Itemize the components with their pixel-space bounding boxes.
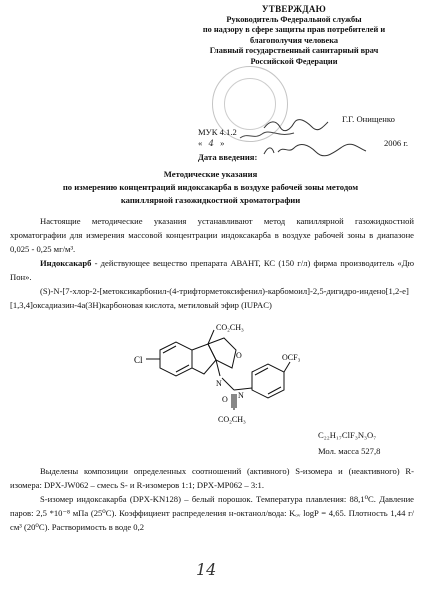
substance-name: Индоксакарб [40,258,92,268]
approval-title: УТВЕРЖДАЮ [261,4,327,14]
approval-line: Руководитель Федеральной службы [226,14,362,24]
structure-label-ocf3: OCF₃ [282,353,301,362]
approval-block [170,4,418,68]
structure-label-o-ring: O [236,351,242,360]
structure-label-n-ring: N [216,379,222,388]
introduction-date-label: Дата введения: [198,152,258,162]
paragraph-properties: S-изомер индоксакарба (DPX-KN128) – белый порошок. Температура плавления: 88,1⁰С. Давление паров: 2,5 *10⁻⁸ мПа (25⁰С). Коэффициент распределения н-октанол/вода: Kₒᵥ logP = 4,65. Плотность 1,44 г/см³ (20⁰С). Растворимость в воде 0,2 [10,494,414,532]
title-line: Методические указания [163,169,258,179]
structure-label-ester-top: CO₂CH₃ [216,323,244,332]
structure-label-cl: Cl [134,355,143,365]
paragraph-substance [10,256,414,284]
approval-line: Российской Федерации [250,56,338,66]
paragraph-isomers: Выделены композиции определенных соотношений (активного) S-изомера и (неактивного) R-изомера: DPX-JW062 – смесь S- и R-изомеров 1:1; DPX-MP062 – 3:1. [10,466,414,490]
handwritten-date [262,142,370,158]
page-number: 14 [196,560,217,579]
structure-label-o-carbonyl: O [222,395,228,404]
approval-line: Главный государственный санитарный врач [209,46,379,56]
substance-description: - действующее вещество препарата АВАНТ, КС (150 г/л) фирма производитель «Дю Пон». [10,258,414,282]
paragraph-iupac: (S)-N-[7-хлор-2-[метоксикарбонил-(4-трифторметоксифенил)-карбомоил]-2,5-дигидро-индено[1,2-е][1,3,4]оксадиазин-4а(3Н)карбоновая кислота, метиловый эфир (IUPAC) [10,286,409,310]
paragraph-scope: Настоящие методические указания устанавливают метод капиллярной газожидкостной хроматографии для измерения массовой концентрации индоксакарба в воздухе рабочей зоны в диапазоне 0,025 - 0,25 мг/м³. [10,216,414,254]
signatory-name: Г.Г. Онищенко [342,114,395,124]
body-section-1 [10,214,414,312]
date-day: 4 [208,139,214,149]
structure-label-n-amide: N [238,391,244,400]
body-section-2 [10,464,414,534]
document-code: МУК 4.1.2 [198,127,237,137]
approval-line: благополучия человека [249,35,339,45]
molecular-mass: Мол. масса 527,8 [318,446,381,456]
title-line: капиллярной газожидкостной хроматографии [120,195,301,205]
chemical-structure [132,318,312,438]
date-year: 2006 г. [384,138,409,148]
structure-label-ester-bottom: CO₂CH₃ [218,415,246,424]
document-title [10,168,411,207]
molecular-formula: C₂₂H₁₇ClF₃N₃O₇ [318,430,377,440]
title-line: по измерению концентраций индоксакарба в воздухе рабочей зоны методом [62,182,359,192]
date-quote-close: » [220,138,225,148]
date-quote-open: « [198,138,203,148]
approval-line: по надзору в сфере защиты прав потребителей и [202,25,386,35]
